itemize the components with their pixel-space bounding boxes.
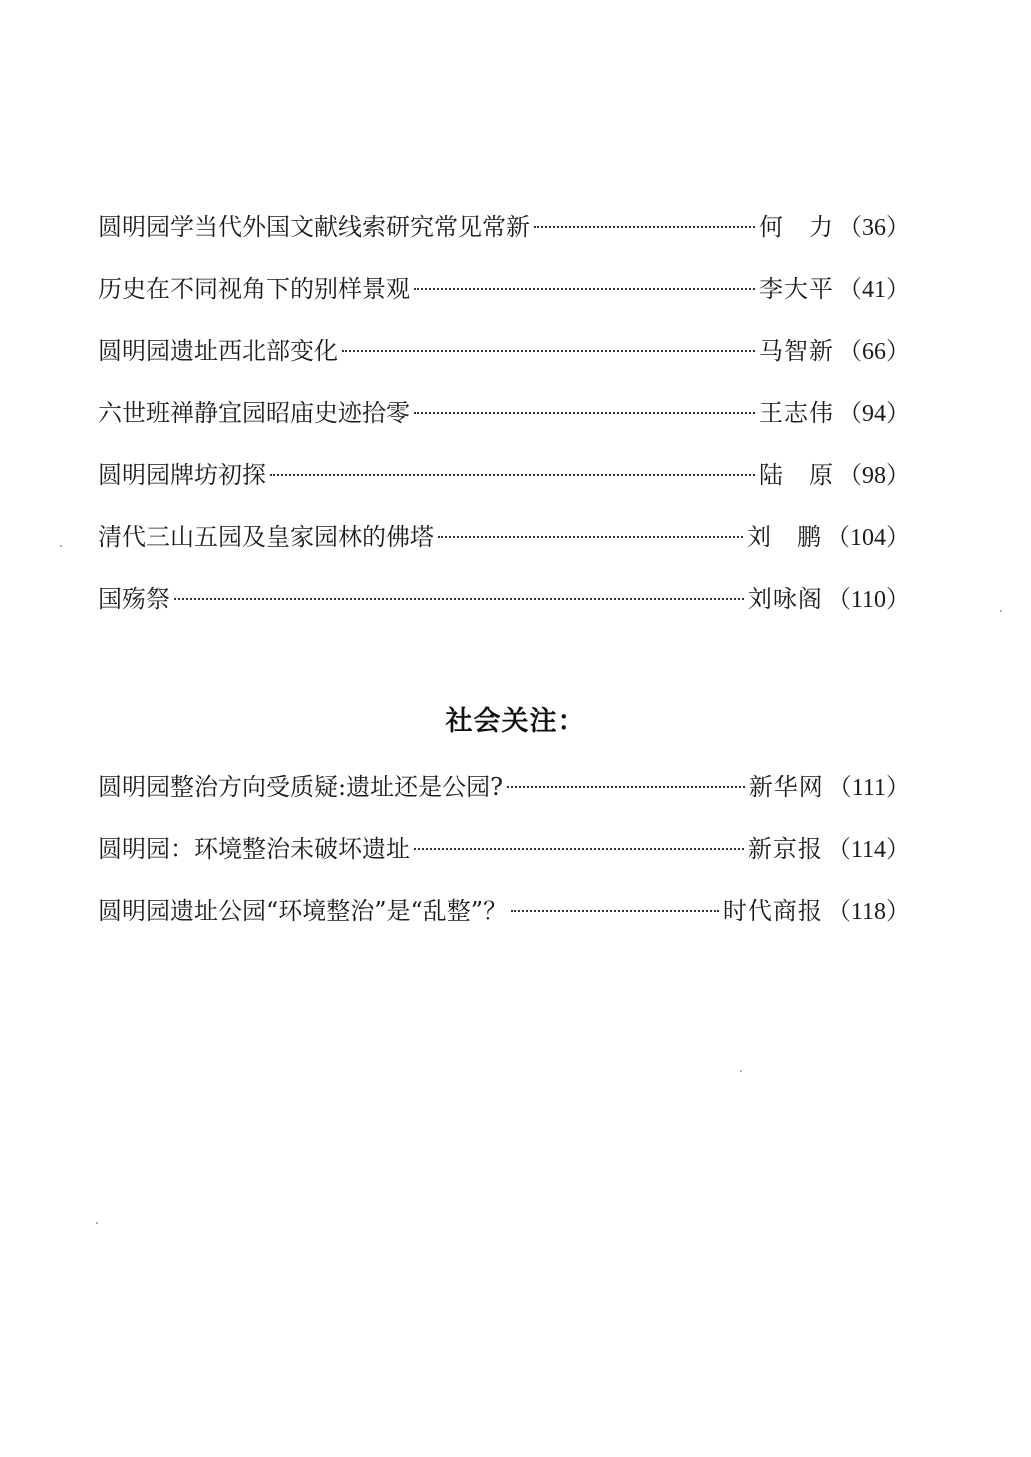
entry-author: 新华网 bbox=[748, 773, 824, 801]
dot-leader bbox=[438, 536, 743, 538]
entry-author: 新京报 bbox=[747, 835, 823, 863]
entry-page: （104） bbox=[826, 525, 910, 551]
dot-leader bbox=[534, 226, 755, 228]
entry-page: （36） bbox=[838, 215, 910, 241]
entry-page: （94） bbox=[838, 401, 910, 427]
toc-entry bbox=[98, 577, 910, 639]
entry-title: 圆明园整治方向受质疑:遗址还是公园? bbox=[98, 773, 503, 801]
toc-entry bbox=[98, 267, 910, 329]
entry-author: 刘 鹏 bbox=[747, 523, 822, 551]
dot-leader bbox=[270, 474, 755, 476]
toc-entry bbox=[98, 515, 910, 577]
dot-leader bbox=[414, 412, 755, 414]
toc-entry bbox=[98, 889, 910, 951]
entry-page: （98） bbox=[838, 463, 910, 489]
entry-title: 圆明园：环境整治未破坏遗址 bbox=[98, 835, 410, 863]
entry-page: （118） bbox=[826, 899, 910, 925]
scan-speck bbox=[96, 1222, 98, 1224]
scan-speck bbox=[1000, 610, 1002, 612]
toc-entry bbox=[98, 827, 910, 889]
toc-entry bbox=[98, 765, 910, 827]
entry-title: 圆明园遗址西北部变化 bbox=[98, 337, 338, 365]
entry-title: 圆明园牌坊初探 bbox=[98, 461, 266, 489]
toc-entry bbox=[98, 329, 910, 391]
entry-page: （66） bbox=[838, 339, 910, 365]
toc-section-2 bbox=[98, 765, 910, 951]
dot-leader bbox=[414, 288, 755, 290]
entry-author: 马智新 bbox=[759, 337, 834, 365]
entry-page: （111） bbox=[827, 775, 910, 801]
toc-section-1 bbox=[98, 205, 910, 639]
dot-leader bbox=[414, 848, 744, 850]
entry-author: 时代商报 bbox=[722, 897, 823, 925]
entry-page: （41） bbox=[838, 277, 910, 303]
entry-author: 陆 原 bbox=[759, 461, 834, 489]
entry-author: 李大平 bbox=[759, 275, 834, 303]
entry-title: 清代三山五园及皇家园林的佛塔 bbox=[98, 523, 434, 551]
entry-page: （110） bbox=[826, 587, 910, 613]
entry-title: 六世班禅静宜园昭庙史迹拾零 bbox=[98, 399, 410, 427]
scan-speck bbox=[740, 1070, 742, 1072]
dot-leader bbox=[342, 350, 755, 352]
section-heading: 社会关注： bbox=[445, 706, 586, 737]
entry-title: 圆明园学当代外国文献线索研究常见常新 bbox=[98, 213, 530, 241]
toc-entry bbox=[98, 205, 910, 267]
entry-title: 国殇祭 bbox=[98, 585, 170, 613]
entry-author: 刘咏阁 bbox=[747, 585, 823, 613]
toc-entry bbox=[98, 391, 910, 453]
entry-title: 圆明园遗址公园“环境整治”是“乱整”？ bbox=[98, 897, 508, 925]
dot-leader bbox=[511, 910, 719, 912]
dot-leader bbox=[174, 598, 744, 600]
entry-author: 王志伟 bbox=[759, 399, 834, 427]
entry-title: 历史在不同视角下的别样景观 bbox=[98, 275, 410, 303]
dot-leader bbox=[507, 786, 745, 788]
entry-author: 何 力 bbox=[759, 213, 834, 241]
entry-page: （114） bbox=[826, 837, 910, 863]
toc-entry bbox=[98, 453, 910, 515]
scan-speck bbox=[60, 545, 62, 547]
